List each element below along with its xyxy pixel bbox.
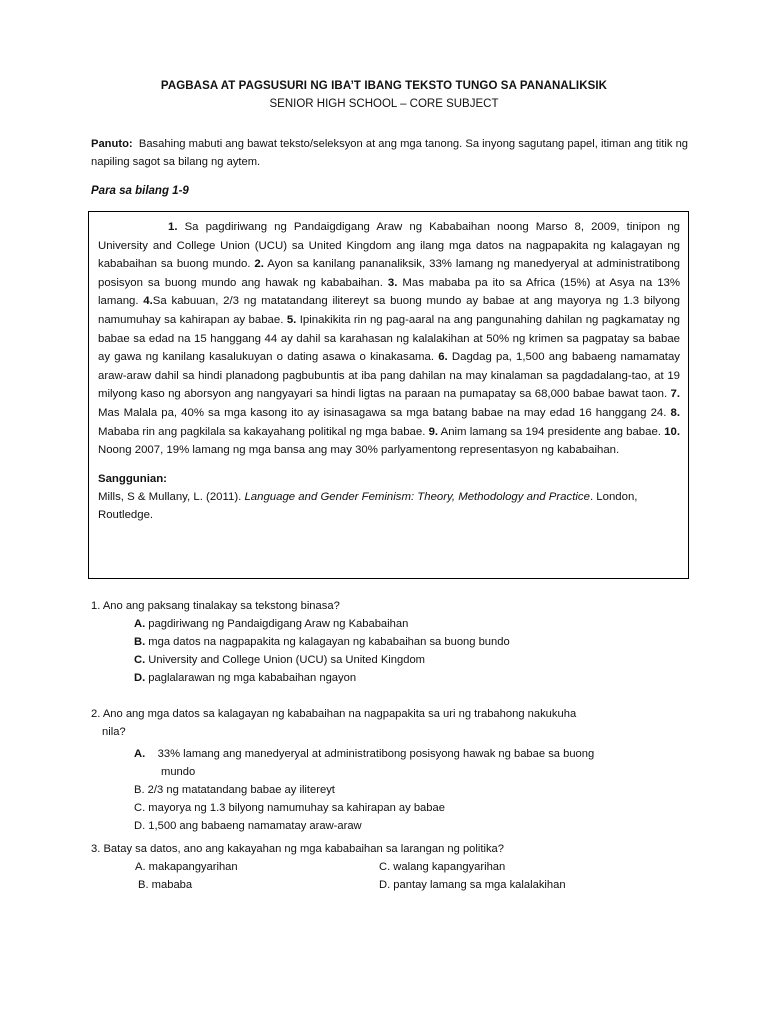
option-letter: A. [134, 618, 146, 630]
sentence-number: 6. [438, 351, 448, 364]
source-title: Language and Gender Feminism: Theory, Methodology and Practice [244, 490, 590, 503]
option-a[interactable] [134, 745, 691, 781]
option-text: paglalarawan ng mga kababaihan ngayon [145, 672, 357, 684]
sentence-text: Sa kabuuan, 2/3 ng matatandang ilitereyt sa buong mundo ay babae at ang mayorya ng 1.3 bilyong namumuhay sa kahirapan ay babae. [98, 295, 680, 326]
option-text: 2/3 ng matatandang babae ay ilitereyt [144, 784, 335, 796]
option-text: makapangyarihan [145, 861, 238, 873]
option-letter: D. [134, 672, 146, 684]
option-c[interactable] [379, 858, 639, 876]
option-letter: A. [134, 748, 146, 760]
option-letter: A. [135, 861, 146, 873]
sentence-text: Ayon sa kanilang pananaliksik, 33% lamang ng manedyeryal at administratibong posisyon sa buong mundo ang hawak ng kababaihan. [98, 258, 680, 289]
sentence-text: Anim lamang sa 194 presidente ang babae. [438, 425, 665, 438]
option-text-wrap: mundo [161, 766, 196, 778]
sentence-text: Sa pagdiriwang ng Pandaigdigang Araw ng Kababaihan noong Marso 8, 2009, tinipon ng University and College Union (UCU) sa United Kingdom ang ilang mga datos na nagpapakita ng kalagayan ng kababaihan sa buong mundo. [98, 221, 680, 271]
instructions-label: Panuto: [91, 138, 133, 150]
option-letter: C. [134, 654, 146, 666]
option-text: 33% lamang ang manedyeryal at administratibong posisyong hawak ng babae sa buong [157, 748, 595, 760]
option-text: mayorya ng 1.3 bilyong namumuhay sa kahirapan ay babae [145, 802, 445, 814]
option-text: mga datos na nagpapakita ng kalagayan ng kababaihan sa buong bundo [145, 636, 510, 648]
option-d[interactable] [379, 876, 639, 894]
option-letter: B. [134, 636, 146, 648]
option-text: University and College Union (UCU) sa United Kingdom [145, 654, 425, 666]
source-publisher: . London, Routledge. [98, 490, 638, 522]
option-letter: C. [379, 861, 391, 873]
question-1 [91, 597, 691, 687]
document-subtitle: SENIOR HIGH SCHOOL – CORE SUBJECT [269, 98, 499, 110]
option-letter: D. [379, 879, 391, 891]
sentence-number: 1. [168, 221, 178, 233]
option-d[interactable] [134, 817, 691, 835]
option-text: walang kapangyarihan [390, 861, 506, 873]
option-a[interactable] [134, 615, 691, 633]
source-citation [98, 488, 680, 525]
option-c[interactable] [134, 799, 691, 817]
sentence-number: 10. [664, 425, 680, 438]
question-stem: 3. Batay sa datos, ano ang kakayahan ng mga kababaihan sa larangan ng politika? [91, 843, 504, 855]
option-letter: C. [134, 802, 146, 814]
sentence-text: Dagdag pa, 1,500 ang babaeng namamatay araw-araw dahil sa hindi planadong pagbubuntis at iba pang dahilan na may kinalaman sa pagdadalang-tao, at 19 milyong kaso ng aborsyon ang nangyayari sa hindi ligtas na paraan na pumapatay sa 68,000 babae bawat taon. [98, 351, 680, 401]
passage-box [88, 211, 689, 579]
question-3 [91, 840, 691, 894]
question-stem-wrap: nila? [102, 726, 126, 738]
sentence-text: Noong 2007, 19% lamang ng mga bansa ang may 30% parlyamentong representasyon ng kababaihan. [98, 444, 620, 457]
sentence-number: 3. [387, 276, 398, 289]
option-b[interactable] [134, 781, 691, 799]
sentence-number: 4. [143, 295, 153, 308]
option-b[interactable] [135, 876, 379, 894]
option-d[interactable] [134, 669, 691, 687]
option-text: pagdiriwang ng Pandaigdigang Araw ng Kababaihan [145, 618, 409, 630]
question-stem: 1. Ano ang paksang tinalakay sa tekstong binasa? [91, 600, 340, 612]
section-label: Para sa bilang 1-9 [91, 185, 189, 197]
sentence-number: 2. [254, 258, 264, 271]
instructions-text: Basahing mabuti ang bawat teksto/seleksyon at ang mga tanong. Sa inyong sagutang papel, itiman ang titik ng napiling sagot sa bilang ng aytem. [91, 138, 689, 168]
sentence-text: Mas mababa pa ito sa Africa (15%) at Asya na 13% lamang. [98, 276, 680, 308]
sentence-number: 8. [670, 406, 680, 419]
source-authors: Mills, S & Mullany, L. (2011). [98, 490, 245, 503]
option-text: pantay lamang sa mga kalalakihan [390, 879, 566, 891]
option-letter: D. [134, 820, 146, 832]
question-2 [91, 705, 691, 835]
passage-text [98, 218, 680, 460]
sentence-number: 7. [670, 388, 680, 401]
option-a[interactable] [135, 858, 379, 876]
option-b[interactable] [134, 633, 691, 651]
sentence-text: Mababa rin ang pagkilala sa kakayahang politikal ng mga babae. [98, 425, 429, 438]
document-title: PAGBASA AT PAGSUSURI NG IBA’T IBANG TEKSTO TUNGO SA PANANALIKSIK [160, 80, 608, 92]
question-stem-line: 2. Ano ang mga datos sa kalagayan ng kababaihan na nagpapakita sa uri ng trabahong nakukuha [91, 708, 577, 720]
instructions [91, 135, 691, 171]
sentence-number: 5. [286, 313, 297, 326]
sentence-text: Mas Malala pa, 40% sa mga kasong ito ay isinasagawa sa mga batang babae na may edad 16 hanggang 24. [98, 406, 671, 419]
option-text: mababa [148, 879, 193, 891]
option-letter: B. [138, 879, 149, 891]
sentence-text: Ipinakikita rin ng pag-aaral na ang pangunahing dahilan ng pagkamatay ng babae sa edad na 15 hanggang 44 ay dahil sa karahasan ng kalalakihan at 50% ng krimen sa pagpatay sa babae ay gawa ng kanilang kasalukuyan o dating asawa o kinakasama. [98, 313, 680, 364]
option-c[interactable] [134, 651, 691, 669]
option-text: 1,500 ang babaeng namamatay araw-araw [145, 820, 362, 832]
question-stem [91, 705, 691, 741]
sentence-number: 9. [428, 425, 439, 438]
source-heading: Sanggunian: [98, 472, 167, 485]
option-letter: B. [134, 784, 145, 796]
